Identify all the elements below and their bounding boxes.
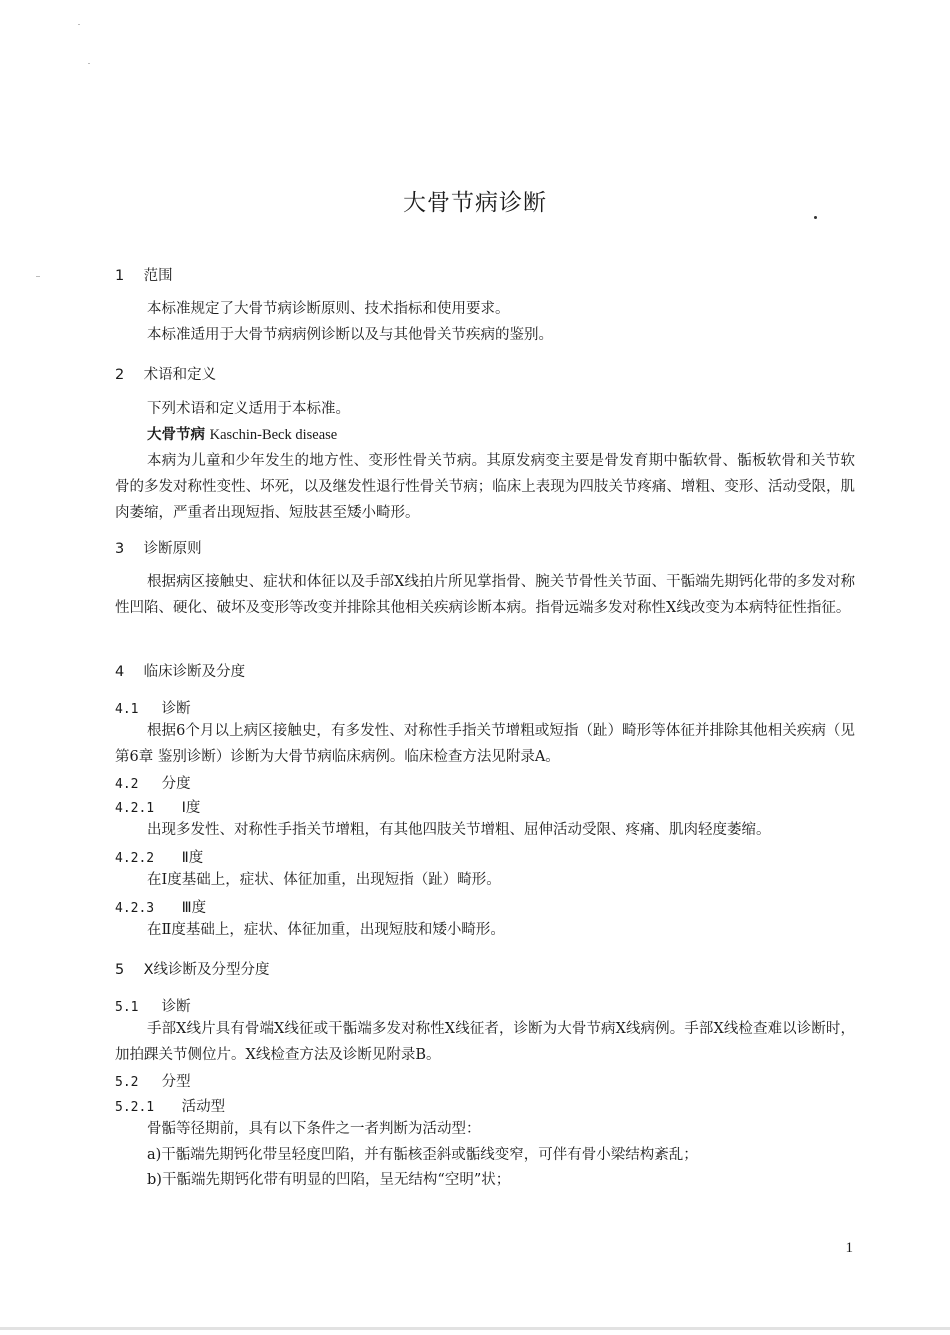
section-title: 临床诊断及分度 bbox=[143, 664, 246, 680]
scan-edge-line bbox=[0, 1327, 950, 1330]
scan-speck bbox=[88, 63, 90, 64]
section-4-heading bbox=[115, 660, 245, 681]
definition-paragraph: 本病为儿童和少年发生的地方性、变形性骨关节病。其原发病变主要是骨发育期中骺软骨、骺板软骨和关节软骨的多发对称性变性、坏死，以及继发性退行性骨关节病；临床上表现为四肢关节疼痛、增粗、变形、活动受限，肌肉萎缩，严重者出现短指、短肢甚至矮小畸形。 bbox=[115, 453, 855, 521]
list-item: a)干骺端先期钙化带呈轻度凹陷，并有骺核歪斜或骺线变窄，可伴有骨小梁结构紊乱； bbox=[147, 1147, 698, 1163]
subsection-4-2-1-heading bbox=[115, 796, 200, 817]
subsection-title: 诊断 bbox=[161, 999, 191, 1015]
term-line bbox=[115, 422, 855, 448]
section-1-heading bbox=[115, 264, 173, 285]
paragraph: 本标准规定了大骨节病诊断原则、技术指标和使用要求。 bbox=[147, 301, 510, 317]
paragraph: 骨骺等径期前，具有以下条件之一者判断为活动型： bbox=[147, 1121, 481, 1137]
paragraph: 出现多发性、对称性手指关节增粗，有其他四肢关节增粗、屈伸活动受限、疼痛、肌肉轻度萎缩。 bbox=[147, 822, 771, 838]
section-number: 1 bbox=[115, 268, 125, 284]
paragraph: 本标准适用于大骨节病病例诊断以及与其他骨关节疾病的鉴别。 bbox=[147, 327, 553, 343]
paragraph: 根据6个月以上病区接触史，有多发性、对称性手指关节增粗或短指（趾）畸形等体征并排除其他相关疾病（见第6章 鉴别诊断）诊断为大骨节病临床病例。临床检查方法见附录A。 bbox=[115, 723, 855, 765]
paragraph: 根据病区接触史、症状和体征以及手部X线拍片所见掌指骨、腕关节骨性关节面、干骺端先期钙化带的多发对称性凹陷、硬化、破坏及变形等改变并排除其他相关疾病诊断本病。指骨远端多发对称性X线改变为本病特征性指征。 bbox=[115, 574, 855, 616]
section-5-heading bbox=[115, 958, 270, 979]
subsection-5-1-heading bbox=[115, 995, 191, 1016]
subsection-number: 4.2 bbox=[115, 777, 139, 792]
subsection-number: 5.2 bbox=[115, 1075, 139, 1090]
scan-speck bbox=[78, 24, 80, 25]
subsection-4-1-heading bbox=[115, 697, 191, 718]
term-chinese: 大骨节病 bbox=[147, 427, 205, 443]
section-number: 4 bbox=[115, 664, 125, 680]
paragraph: 在Ⅱ度基础上，症状、体征加重，出现短肢和矮小畸形。 bbox=[147, 922, 505, 938]
section-title: 范围 bbox=[143, 268, 173, 284]
subsection-5-2-1-heading bbox=[115, 1095, 225, 1116]
subsection-title: Ⅲ度 bbox=[181, 900, 207, 916]
subsection-title: 诊断 bbox=[161, 701, 191, 717]
subsection-title: Ⅱ度 bbox=[181, 850, 204, 866]
subsection-4-2-heading bbox=[115, 772, 191, 793]
subsection-title: 活动型 bbox=[181, 1099, 226, 1115]
subsection-number: 4.1 bbox=[115, 702, 139, 717]
paragraph: 下列术语和定义适用于本标准。 bbox=[147, 401, 350, 417]
subsection-title: 分度 bbox=[161, 776, 191, 792]
section-2-heading bbox=[115, 363, 216, 384]
section-title: X线诊断及分型分度 bbox=[143, 962, 270, 978]
subsection-number: 5.1 bbox=[115, 1000, 139, 1015]
paragraph: 手部X线片具有骨端X线征或干骺端多发对称性X线征者，诊断为大骨节病X线病例。手部X线检查难以诊断时，加拍踝关节侧位片。X线检查方法及诊断见附录B。 bbox=[115, 1021, 855, 1063]
subsection-4-2-3-heading bbox=[115, 896, 206, 917]
page-number: 1 bbox=[845, 1240, 853, 1256]
document-title: 大骨节病诊断 bbox=[403, 190, 547, 216]
section-title: 诊断原则 bbox=[143, 541, 202, 557]
subsection-number: 4.2.1 bbox=[115, 801, 155, 816]
subsection-title: 分型 bbox=[161, 1074, 191, 1090]
subsection-number: 5.2.1 bbox=[115, 1100, 155, 1115]
subsection-4-2-2-heading bbox=[115, 846, 203, 867]
subsection-number: 4.2.3 bbox=[115, 901, 155, 916]
subsection-number: 4.2.2 bbox=[115, 851, 155, 866]
subsection-5-2-heading bbox=[115, 1070, 191, 1091]
section-number: 3 bbox=[115, 541, 125, 557]
section-number: 5 bbox=[115, 962, 125, 978]
list-item: b)干骺端先期钙化带有明显的凹陷，呈无结构“空明”状； bbox=[147, 1172, 511, 1188]
subsection-title: Ⅰ度 bbox=[181, 800, 201, 816]
section-number: 2 bbox=[115, 367, 125, 383]
section-3-heading bbox=[115, 537, 202, 558]
term-english: Kaschin-Beck disease bbox=[209, 427, 338, 443]
section-title: 术语和定义 bbox=[143, 367, 217, 383]
scan-speck bbox=[36, 276, 40, 277]
paragraph: 在Ⅰ度基础上，症状、体征加重，出现短指（趾）畸形。 bbox=[147, 872, 501, 888]
